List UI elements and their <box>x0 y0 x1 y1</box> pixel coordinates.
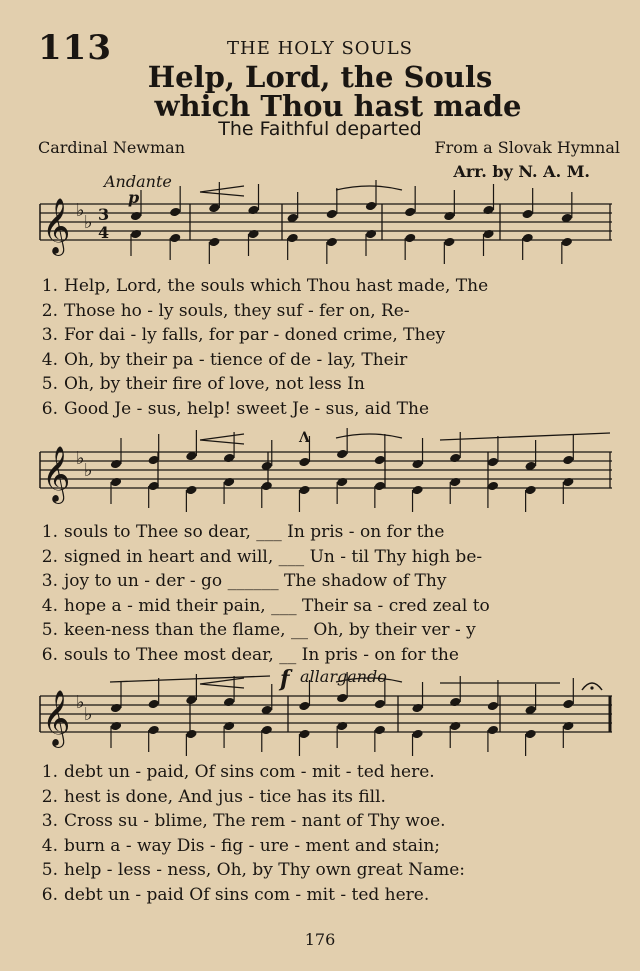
verse-number: 3. <box>41 571 58 592</box>
verse-lyric: Oh, by their fire of love, not less In <box>64 374 365 395</box>
verse-number: 4. <box>41 349 58 370</box>
verse-number: 5. <box>41 620 58 641</box>
svg-text:𝄞: 𝄞 <box>42 198 71 254</box>
verse-number: 6. <box>41 399 58 419</box>
verse-number: 2. <box>41 786 58 807</box>
hymn-title-line2: which Thou hast made <box>154 89 522 123</box>
svg-text:♭: ♭ <box>84 704 93 725</box>
verse-lyric: Those ho - ly souls, they suf - fer on, Re- <box>64 300 410 321</box>
svg-text:♭: ♭ <box>84 460 93 481</box>
source-credit: From a Slovak Hymnal <box>434 138 620 157</box>
svg-text:𝄞: 𝄞 <box>42 446 71 502</box>
verse-number: 4. <box>41 595 58 616</box>
svg-text:𝄞: 𝄞 <box>42 690 71 746</box>
verse-lyric: keen-ness than the flame, __ Oh, by their ver - y <box>64 620 476 641</box>
verse-lyric: For dai - ly falls, for par - doned crime, They <box>64 325 446 346</box>
verse-lyric: hope a - mid their pain, ___ Their sa - cred zeal to <box>64 595 490 616</box>
verse-lyric: Oh, by their pa - tience of de - lay, Their <box>64 349 408 370</box>
verse-number: 2. <box>41 546 58 567</box>
verse-number: 6. <box>41 885 58 905</box>
verse-lyric: signed in heart and will, ___ Un - til Thy high be- <box>64 546 483 567</box>
accent-mark: Λ <box>299 430 310 446</box>
dynamic-piano: p <box>128 188 140 207</box>
svg-text:♭: ♭ <box>76 200 85 221</box>
author-credit: Cardinal Newman <box>38 138 186 157</box>
verse-lyric: help - less - ness, Oh, by Thy own great Name: <box>64 860 466 881</box>
hymn-subtitle: The Faithful departed <box>218 118 422 140</box>
verse-lyric: souls to Thee most dear, __ In pris - on for the <box>64 645 459 665</box>
verse-number: 1. <box>41 522 58 542</box>
tempo-marking: Andante <box>104 172 172 191</box>
verse-lyric: Cross su - blime, The rem - nant of Thy woe. <box>64 811 446 832</box>
verse-number: 6. <box>41 645 58 665</box>
allargando-marking: allargando <box>300 667 387 686</box>
verse-number: 1. <box>41 276 58 296</box>
verse-number: 4. <box>41 835 58 856</box>
arranger-credit: Arr. by N. A. M. <box>453 162 590 181</box>
dynamic-forte: f <box>280 666 290 692</box>
verse-lyric: debt un - paid, Of sins com - mit - ted here. <box>64 762 435 782</box>
hymn-title-line1: Help, Lord, the Souls <box>147 60 493 94</box>
verse-lyric: Good Je - sus, help! sweet Je - sus, aid The <box>64 399 430 419</box>
svg-text:♭: ♭ <box>76 448 85 469</box>
verse-lyric: burn a - way Dis - fig - ure - ment and stain; <box>64 835 441 856</box>
verse-number: 3. <box>41 811 58 832</box>
svg-text:4: 4 <box>98 223 110 242</box>
verse-number: 1. <box>41 762 58 782</box>
verse-number: 5. <box>41 860 58 881</box>
page-number: 176 <box>304 930 336 949</box>
verse-lyric: hest is done, And jus - tice has its fill. <box>64 786 386 807</box>
verse-lyric: debt un - paid Of sins com - mit - ted here. <box>64 885 430 905</box>
svg-text:♭: ♭ <box>76 692 85 713</box>
svg-text:♭: ♭ <box>84 212 93 233</box>
hymn-number: 113 <box>38 28 112 68</box>
verse-number: 5. <box>41 374 58 395</box>
section-heading: THE HOLY SOULS <box>227 38 413 59</box>
verse-lyric: souls to Thee so dear, ___ In pris - on for the <box>64 522 445 542</box>
verse-number: 2. <box>41 300 58 321</box>
svg-text:3: 3 <box>98 205 110 224</box>
verse-lyric: Help, Lord, the souls which Thou hast made, The <box>64 276 489 296</box>
verse-number: 3. <box>41 325 58 346</box>
verse-lyric: joy to un - der - go ______ The shadow of Thy <box>64 571 447 592</box>
